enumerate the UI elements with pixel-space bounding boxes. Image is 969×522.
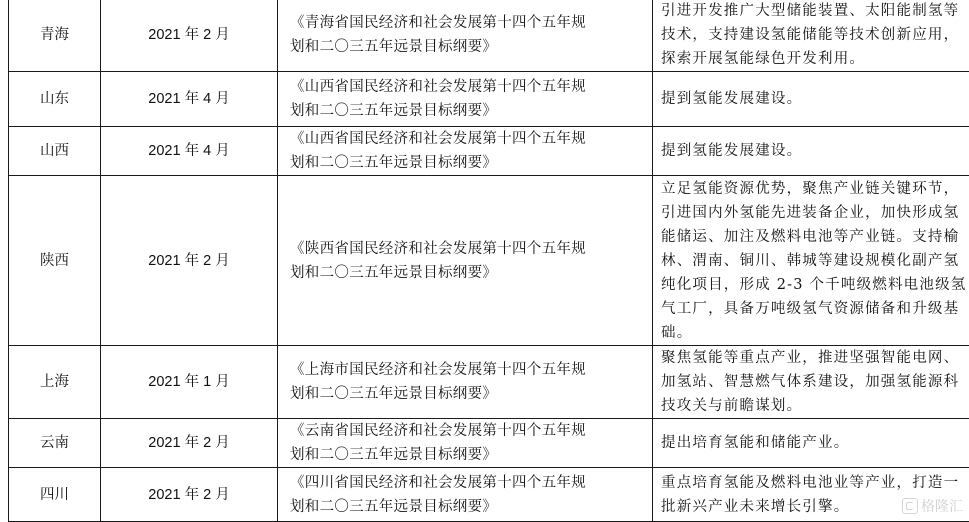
province-cell: 云南 — [9, 419, 101, 468]
document-line: 《青海省国民经济和社会发展第十四个五年规 — [290, 11, 644, 35]
document-line: 《上海市国民经济和社会发展第十四个五年规 — [290, 358, 644, 382]
document-line: 划和二〇三五年远景目标纲要》 — [290, 99, 644, 123]
date-cell: 2021 年 2 月 — [101, 176, 278, 346]
content-line: 引进开发推广大型储能装置、太阳能制氢等 — [661, 0, 969, 23]
content-cell — [653, 0, 969, 72]
date-cell: 2021 年 2 月 — [101, 0, 278, 72]
document-cell — [278, 0, 653, 72]
content-line: 提到氢能发展建设。 — [661, 139, 969, 163]
watermark — [902, 496, 963, 516]
table-row — [9, 0, 969, 72]
document-cell — [278, 176, 653, 346]
content-line: 提到氢能发展建设。 — [661, 87, 969, 111]
province-cell: 青海 — [9, 0, 101, 72]
table-row — [9, 419, 969, 468]
province-cell: 四川 — [9, 468, 101, 522]
content-cell — [653, 127, 969, 176]
content-line: 林、渭南、铜川、韩城等建设规模化副产氢 — [661, 249, 969, 273]
document-line: 划和二〇三五年远景目标纲要》 — [290, 261, 644, 285]
content-line: 重点培育氢能及燃料电池业等产业，打造一 — [661, 471, 969, 495]
document-cell — [278, 468, 653, 522]
content-line: 能储运、加注及燃料电池等产业链。支持榆 — [661, 225, 969, 249]
province-cell: 山西 — [9, 127, 101, 176]
policy-table — [8, 0, 969, 522]
table-row — [9, 468, 969, 522]
document-line: 《山西省国民经济和社会发展第十四个五年规 — [290, 127, 644, 151]
document-cell — [278, 346, 653, 419]
document-line: 《山西省国民经济和社会发展第十四个五年规 — [290, 75, 644, 99]
document-line: 划和二〇三五年远景目标纲要》 — [290, 443, 644, 467]
table-row — [9, 127, 969, 176]
document-line: 划和二〇三五年远景目标纲要》 — [290, 382, 644, 406]
document-line: 《四川省国民经济和社会发展第十四个五年规 — [290, 471, 644, 495]
content-line: 纯化项目，形成 2-3 个千吨级燃料电池级氢 — [661, 273, 969, 297]
content-cell — [653, 176, 969, 346]
content-line: 础。 — [661, 321, 969, 345]
document-cell — [278, 72, 653, 127]
document-line: 《云南省国民经济和社会发展第十四个五年规 — [290, 419, 644, 443]
date-cell: 2021 年 1 月 — [101, 346, 278, 419]
content-line: 加氢站、智慧燃气体系建设，加强氢能源科 — [661, 370, 969, 394]
content-line: 引进国内外氢能先进装备企业，加快形成氢 — [661, 201, 969, 225]
content-line: 探索开展氢能绿色开发利用。 — [661, 47, 969, 71]
date-cell: 2021 年 2 月 — [101, 419, 278, 468]
content-line: 气工厂，具备万吨级氢气资源储备和升级基 — [661, 297, 969, 321]
table-row — [9, 72, 969, 127]
content-cell — [653, 419, 969, 468]
content-cell — [653, 72, 969, 127]
content-line: 提出培育氢能和储能产业。 — [661, 431, 969, 455]
gelonghui-logo-icon — [902, 498, 918, 514]
document-line: 划和二〇三五年远景目标纲要》 — [290, 495, 644, 519]
content-line: 批新兴产业未来增长引擎。 — [661, 495, 969, 519]
table-row — [9, 176, 969, 346]
date-cell: 2021 年 2 月 — [101, 468, 278, 522]
date-cell: 2021 年 4 月 — [101, 127, 278, 176]
document-cell — [278, 127, 653, 176]
province-cell: 陕西 — [9, 176, 101, 346]
watermark-text: 格隆汇 — [921, 496, 963, 516]
document-line: 划和二〇三五年远景目标纲要》 — [290, 151, 644, 175]
province-cell: 山东 — [9, 72, 101, 127]
document-cell — [278, 419, 653, 468]
province-cell: 上海 — [9, 346, 101, 419]
content-line: 技术，支持建设氢能储能等技术创新应用， — [661, 23, 969, 47]
content-line: 技攻关与前瞻谋划。 — [661, 394, 969, 418]
content-line: 立足氢能资源优势，聚焦产业链关键环节， — [661, 177, 969, 201]
content-cell — [653, 346, 969, 419]
date-cell: 2021 年 4 月 — [101, 72, 278, 127]
table-row — [9, 346, 969, 419]
document-line: 《陕西省国民经济和社会发展第十四个五年规 — [290, 237, 644, 261]
content-line: 聚焦氢能等重点产业，推进坚强智能电网、 — [661, 346, 969, 370]
document-line: 划和二〇三五年远景目标纲要》 — [290, 35, 644, 59]
